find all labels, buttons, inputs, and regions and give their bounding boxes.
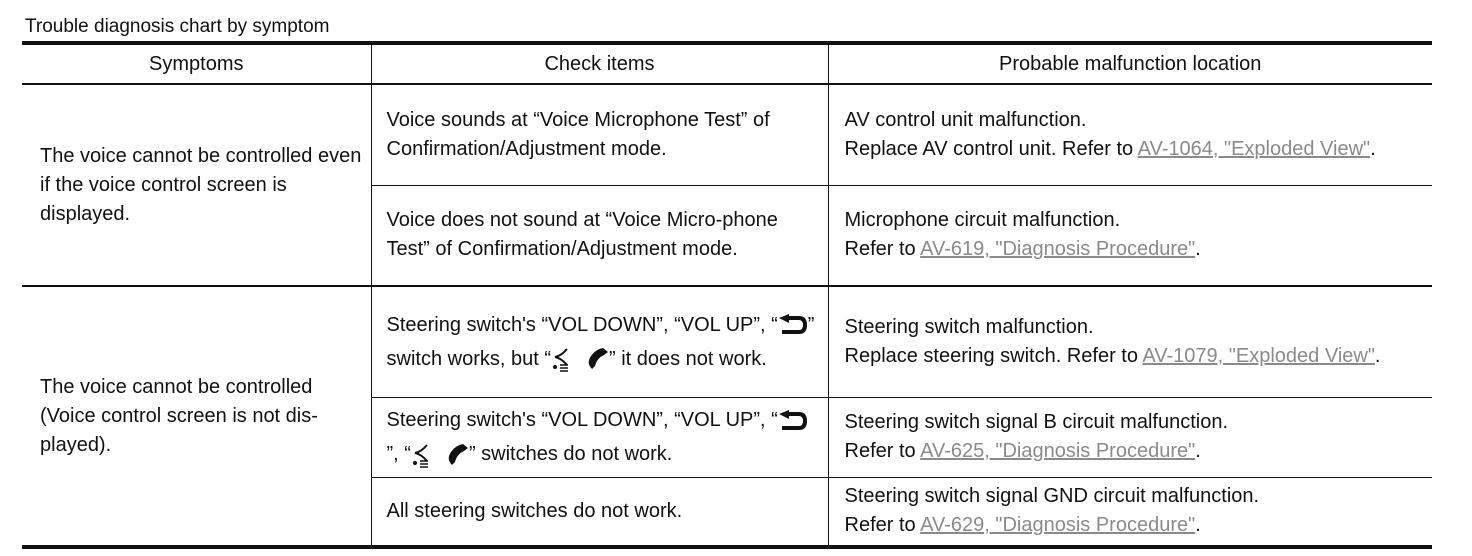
reference-link[interactable]: AV-619, "Diagnosis Procedure" — [920, 238, 1196, 261]
symptom-cell: The voice cannot be controlled even if the voice control screen is displayed. — [22, 84, 371, 286]
phone-icon — [443, 442, 469, 468]
back-arrow-icon — [778, 314, 808, 336]
reference-link[interactable]: AV-629, "Diagnosis Procedure" — [920, 514, 1196, 537]
check-item-cell: Voice does not sound at “Voice Micro-phone Test” of Confirmation/Adjustment mode. — [371, 185, 828, 286]
check-text: Steering switch's “VOL DOWN”, “VOL UP”, “ — [386, 313, 778, 336]
check-text: ” switches do not work. — [468, 443, 673, 465]
location-cell — [828, 185, 1432, 286]
location-prefix: Replace steering switch. Refer to — [844, 344, 1143, 367]
table-row — [22, 84, 1432, 185]
location-title: AV control unit malfunction. — [844, 108, 1087, 131]
check-text: ” switch works, but “ — [386, 313, 815, 370]
location-prefix: Refer to — [844, 514, 921, 537]
location-prefix: Replace AV control unit. Refer to — [844, 137, 1138, 160]
voice-talk-icon — [551, 346, 575, 372]
check-text: Steering switch's “VOL DOWN”, “VOL UP”, “ — [386, 409, 778, 431]
location-suffix: . — [1374, 344, 1381, 367]
location-title: Steering switch malfunction. — [844, 315, 1094, 338]
symptom-cell: The voice cannot be controlled (Voice control screen is not dis-played). — [22, 286, 371, 547]
location-prefix: Refer to — [844, 238, 921, 261]
header-location: Probable malfunction location — [828, 43, 1432, 84]
check-item-cell — [371, 286, 828, 397]
voice-talk-icon — [411, 442, 435, 468]
location-title: Microphone circuit malfunction. — [844, 209, 1121, 232]
location-suffix: . — [1370, 137, 1376, 160]
location-reference — [845, 437, 1425, 466]
phone-icon — [583, 346, 609, 372]
location-reference — [845, 235, 1425, 264]
trouble-diagnosis-table — [22, 41, 1432, 549]
location-title: Steering switch signal B circuit malfunction. — [844, 411, 1228, 433]
reference-link[interactable]: AV-1079, "Exploded View" — [1142, 344, 1375, 367]
location-suffix: . — [1195, 440, 1201, 462]
location-suffix: . — [1195, 238, 1201, 261]
check-text: ”, “ — [386, 443, 411, 465]
header-check-items: Check items — [371, 43, 828, 84]
location-cell — [828, 397, 1432, 477]
reference-link[interactable]: AV-625, "Diagnosis Procedure" — [920, 440, 1196, 462]
location-reference — [845, 511, 1425, 540]
check-text: ” it does not work. — [608, 347, 767, 370]
location-prefix: Refer to — [844, 440, 921, 462]
back-arrow-icon — [778, 410, 808, 432]
check-item-cell: All steering switches do not work. — [371, 477, 828, 547]
location-cell — [828, 477, 1432, 547]
header-row — [22, 43, 1432, 84]
reference-link[interactable]: AV-1064, "Exploded View" — [1137, 137, 1371, 160]
location-cell — [828, 286, 1432, 397]
location-cell — [828, 84, 1432, 185]
check-item-cell — [371, 397, 828, 477]
header-symptoms: Symptoms — [22, 43, 371, 84]
chart-caption: Trouble diagnosis chart by symptom — [25, 16, 330, 37]
location-suffix: . — [1195, 514, 1201, 537]
table-row — [22, 286, 1432, 397]
location-reference — [845, 135, 1425, 164]
check-item-cell: Voice sounds at “Voice Microphone Test” of Confirmation/Adjustment mode. — [371, 84, 828, 185]
location-reference — [845, 342, 1425, 371]
location-title: Steering switch signal GND circuit malfunction. — [844, 485, 1260, 508]
